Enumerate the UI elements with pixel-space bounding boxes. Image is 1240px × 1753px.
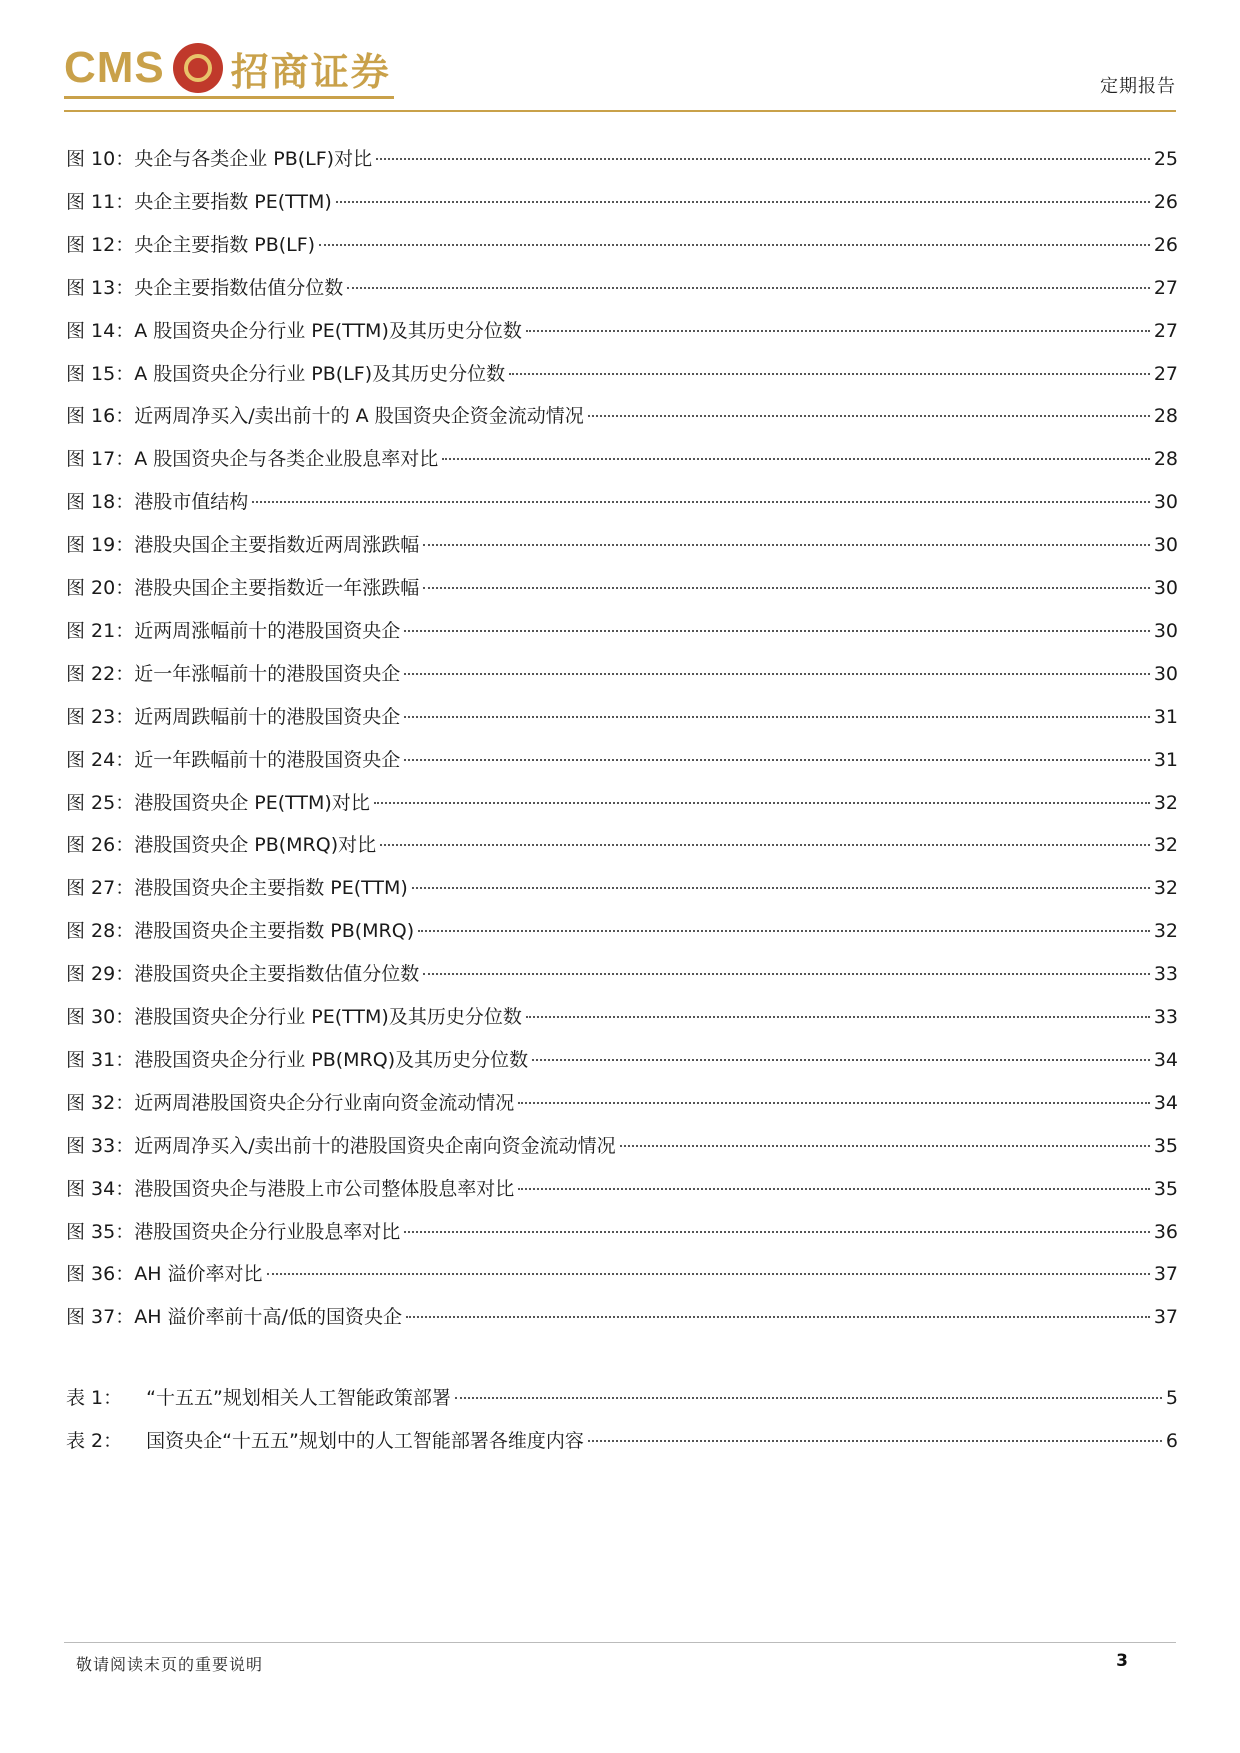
toc-figure-entry[interactable] bbox=[66, 316, 1178, 346]
toc-entry-title: 央企主要指数 PE(TTM) bbox=[134, 191, 332, 213]
toc-figure-entry[interactable] bbox=[66, 359, 1178, 389]
toc-entry-page: 30 bbox=[1153, 663, 1178, 685]
toc-entry-id: 图 31： bbox=[66, 1049, 135, 1071]
toc-entry-label bbox=[66, 1174, 514, 1201]
toc-entry-page: 31 bbox=[1153, 706, 1178, 728]
toc-entry-page: 32 bbox=[1153, 792, 1178, 814]
toc-entry-label bbox=[66, 830, 376, 857]
toc-entry-title: A 股国资央企与各类企业股息率对比 bbox=[134, 448, 439, 470]
toc-entry-label bbox=[66, 1302, 402, 1329]
toc-entry-page: 27 bbox=[1153, 363, 1178, 385]
toc-entry-id: 图 14： bbox=[66, 320, 135, 342]
report-type: 定期报告 bbox=[1100, 76, 1176, 97]
toc-entry-title: 港股国资央企主要指数 PE(TTM) bbox=[134, 877, 408, 899]
toc-entry-title: 港股国资央企主要指数 PB(MRQ) bbox=[134, 920, 415, 942]
footer-disclaimer-note: 敬请阅读末页的重要说明 bbox=[76, 1655, 264, 1674]
toc-entry-id: 表 1： bbox=[66, 1387, 123, 1409]
toc-dot-leader bbox=[532, 1059, 1150, 1061]
toc-dot-leader bbox=[374, 802, 1150, 804]
toc-entry-page: 27 bbox=[1153, 320, 1178, 342]
toc-entry-title: 港股央国企主要指数近两周涨跌幅 bbox=[134, 534, 420, 556]
toc-entry-label bbox=[66, 487, 248, 514]
toc-dot-leader bbox=[267, 1273, 1150, 1275]
cms-logo bbox=[64, 40, 391, 96]
toc-figure-entry[interactable] bbox=[66, 1088, 1178, 1118]
toc-dot-leader bbox=[412, 887, 1150, 889]
toc-figure-entry[interactable] bbox=[66, 873, 1178, 903]
toc-entry-id: 图 30： bbox=[66, 1006, 135, 1028]
toc-entry-id: 图 35： bbox=[66, 1221, 135, 1243]
toc-entry-title: A 股国资央企分行业 PE(TTM)及其历史分位数 bbox=[134, 320, 522, 342]
toc-dot-leader bbox=[380, 844, 1150, 846]
toc-entry-id: 图 11： bbox=[66, 191, 135, 213]
toc-entry-title: 港股市值结构 bbox=[134, 491, 249, 513]
toc-dot-leader bbox=[588, 415, 1150, 417]
toc-figure-entry[interactable] bbox=[66, 830, 1178, 860]
toc-entry-page: 37 bbox=[1153, 1306, 1178, 1328]
toc-entry-label bbox=[66, 873, 408, 900]
toc-entry-page: 36 bbox=[1153, 1221, 1178, 1243]
toc-entry-id: 图 29： bbox=[66, 963, 135, 985]
toc-entry-page: 28 bbox=[1153, 405, 1178, 427]
toc-entry-id: 图 13： bbox=[66, 277, 135, 299]
toc-entry-id: 图 19： bbox=[66, 534, 135, 556]
toc-entry-id: 图 36： bbox=[66, 1263, 135, 1285]
toc-dot-leader bbox=[404, 1231, 1150, 1233]
toc-figure-entry[interactable] bbox=[66, 444, 1178, 474]
toc-entry-label bbox=[66, 359, 505, 386]
toc-entry-page: 5 bbox=[1165, 1387, 1178, 1409]
toc-entry-label bbox=[66, 573, 419, 600]
toc-entry-label bbox=[66, 1088, 514, 1115]
toc-entry-page: 34 bbox=[1153, 1049, 1178, 1071]
header-divider bbox=[64, 110, 1176, 112]
toc-dot-leader bbox=[376, 158, 1150, 160]
toc-entry-page: 32 bbox=[1153, 834, 1178, 856]
toc-entry-page: 26 bbox=[1153, 234, 1178, 256]
toc-figure-entry[interactable] bbox=[66, 144, 1178, 174]
toc-dot-leader bbox=[404, 630, 1150, 632]
toc-entry-label bbox=[66, 1217, 400, 1244]
toc-dot-leader bbox=[404, 759, 1150, 761]
toc-entry-title: 央企主要指数估值分位数 bbox=[134, 277, 344, 299]
toc-entry-title: AH 溢价率前十高/低的国资央企 bbox=[134, 1306, 402, 1328]
toc-figure-entry[interactable] bbox=[66, 187, 1178, 217]
toc-dot-leader bbox=[423, 587, 1150, 589]
toc-entry-id: 图 32： bbox=[66, 1092, 135, 1114]
toc-entry-label bbox=[66, 616, 400, 643]
toc-entry-title: “十五五”规划相关人工智能政策部署 bbox=[146, 1387, 451, 1409]
toc-entry-label bbox=[66, 745, 400, 772]
toc-figure-entry[interactable] bbox=[66, 1302, 1178, 1332]
toc-entry-label bbox=[66, 916, 414, 943]
toc-entry-title: 近一年跌幅前十的港股国资央企 bbox=[134, 749, 401, 771]
toc-dot-leader bbox=[423, 544, 1150, 546]
toc-figure-entry[interactable] bbox=[66, 916, 1178, 946]
toc-dot-leader bbox=[455, 1397, 1162, 1399]
toc-dot-leader bbox=[252, 501, 1150, 503]
toc-dot-leader bbox=[588, 1440, 1162, 1442]
toc-entry-id: 图 10： bbox=[66, 148, 135, 170]
toc-dot-leader bbox=[404, 673, 1150, 675]
toc-entry-id: 图 37： bbox=[66, 1306, 135, 1328]
toc-entry-id: 图 33： bbox=[66, 1135, 135, 1157]
toc-entry-id: 图 15： bbox=[66, 363, 135, 385]
toc-entry-page: 30 bbox=[1153, 534, 1178, 556]
toc-entry-title: 港股国资央企 PE(TTM)对比 bbox=[134, 792, 370, 814]
toc-entry-label bbox=[66, 1426, 584, 1453]
toc-entry-title: 港股国资央企分行业股息率对比 bbox=[134, 1221, 401, 1243]
toc-entry-label bbox=[66, 1259, 263, 1286]
toc-entry-title: 近两周涨幅前十的港股国资央企 bbox=[134, 620, 401, 642]
toc-entry-page: 32 bbox=[1153, 920, 1178, 942]
toc-entry-label bbox=[66, 444, 438, 471]
toc-entry-page: 30 bbox=[1153, 577, 1178, 599]
toc-entry-id: 图 34： bbox=[66, 1178, 135, 1200]
toc-entry-label bbox=[66, 530, 419, 557]
toc-figure-entry[interactable] bbox=[66, 1131, 1178, 1161]
toc-entry-title: 近两周跌幅前十的港股国资央企 bbox=[134, 706, 401, 728]
toc-dot-leader bbox=[526, 330, 1150, 332]
toc-entry-title: 央企与各类企业 PB(LF)对比 bbox=[134, 148, 373, 170]
toc-dot-leader bbox=[509, 373, 1150, 375]
toc-dot-leader bbox=[526, 1016, 1150, 1018]
toc-figure-entry[interactable] bbox=[66, 788, 1178, 818]
toc-entry-title: 港股国资央企主要指数估值分位数 bbox=[134, 963, 420, 985]
toc-figure-entry[interactable] bbox=[66, 1045, 1178, 1075]
toc-entry-id: 图 21： bbox=[66, 620, 135, 642]
toc-entry-label bbox=[66, 1002, 522, 1029]
toc-figure-entry[interactable] bbox=[66, 616, 1178, 646]
toc-entry-id: 图 20： bbox=[66, 577, 135, 599]
toc-entry-label bbox=[66, 1045, 528, 1072]
toc-entry-title: 央企主要指数 PB(LF) bbox=[134, 234, 316, 256]
toc-dot-leader bbox=[347, 287, 1150, 289]
toc-entry-label bbox=[66, 1131, 616, 1158]
toc-figure-entry[interactable] bbox=[66, 1259, 1178, 1289]
toc-dot-leader bbox=[518, 1188, 1150, 1190]
toc-dot-leader bbox=[518, 1102, 1150, 1104]
toc-entry-page: 26 bbox=[1153, 191, 1178, 213]
toc-entry-id: 图 12： bbox=[66, 234, 135, 256]
toc-entry-title: 港股国资央企分行业 PE(TTM)及其历史分位数 bbox=[134, 1006, 522, 1028]
toc-entry-id: 表 2： bbox=[66, 1430, 123, 1452]
toc-entry-title: 港股国资央企与港股上市公司整体股息率对比 bbox=[134, 1178, 515, 1200]
toc-dot-leader bbox=[418, 930, 1150, 932]
toc-dot-leader bbox=[404, 716, 1150, 718]
toc-entry-title: AH 溢价率对比 bbox=[134, 1263, 263, 1285]
toc-entry-id: 图 24： bbox=[66, 749, 135, 771]
toc-entry-id: 图 28： bbox=[66, 920, 135, 942]
toc-entry-id: 图 23： bbox=[66, 706, 135, 728]
toc-entry-page: 30 bbox=[1153, 620, 1178, 642]
toc-entry-label bbox=[66, 230, 315, 257]
toc-figure-entry[interactable] bbox=[66, 702, 1178, 732]
toc-figure-entry[interactable] bbox=[66, 1174, 1178, 1204]
toc-entry-label bbox=[66, 702, 400, 729]
toc-figure-entry[interactable] bbox=[66, 530, 1178, 560]
toc-entry-title: 港股国资央企分行业 PB(MRQ)及其历史分位数 bbox=[134, 1049, 529, 1071]
toc-entry-title: 港股央国企主要指数近一年涨跌幅 bbox=[134, 577, 420, 599]
toc-dot-leader bbox=[406, 1316, 1150, 1318]
toc-dot-leader bbox=[620, 1145, 1150, 1147]
toc-entry-id: 图 22： bbox=[66, 663, 135, 685]
page-header bbox=[64, 40, 1176, 110]
toc-entry-page: 30 bbox=[1153, 491, 1178, 513]
toc-dot-leader bbox=[442, 458, 1150, 460]
toc-entry-title: 近一年涨幅前十的港股国资央企 bbox=[134, 663, 401, 685]
toc-entry-page: 25 bbox=[1153, 148, 1178, 170]
toc-entry-label bbox=[66, 659, 400, 686]
page-number: 3 bbox=[1116, 1651, 1128, 1671]
toc-entry-page: 27 bbox=[1153, 277, 1178, 299]
toc-dot-leader bbox=[336, 201, 1150, 203]
toc-entry-label bbox=[66, 273, 343, 300]
toc-figure-entry[interactable] bbox=[66, 273, 1178, 303]
toc-entry-page: 31 bbox=[1153, 749, 1178, 771]
toc-entry-id: 图 25： bbox=[66, 792, 135, 814]
toc-entry-label bbox=[66, 401, 584, 428]
toc-entry-title: 近两周净买入/卖出前十的港股国资央企南向资金流动情况 bbox=[134, 1135, 616, 1157]
toc-entry-label bbox=[66, 187, 332, 214]
logo-emblem-icon bbox=[173, 43, 223, 93]
toc-entry-id: 图 27： bbox=[66, 877, 135, 899]
toc-figure-entry[interactable] bbox=[66, 959, 1178, 989]
footer-divider bbox=[64, 1642, 1176, 1643]
toc-entry-label bbox=[66, 788, 370, 815]
toc-entry-title: 港股国资央企 PB(MRQ)对比 bbox=[134, 834, 377, 856]
toc-dot-leader bbox=[319, 244, 1150, 246]
logo-cms-text: CMS bbox=[64, 43, 165, 92]
toc-entry-page: 35 bbox=[1153, 1178, 1178, 1200]
toc-figure-entry[interactable] bbox=[66, 487, 1178, 517]
toc-entry-title: 近两周港股国资央企分行业南向资金流动情况 bbox=[134, 1092, 515, 1114]
toc-figure-entry[interactable] bbox=[66, 1217, 1178, 1247]
toc-entry-label bbox=[66, 1383, 451, 1410]
toc-entry-title: A 股国资央企分行业 PB(LF)及其历史分位数 bbox=[134, 363, 506, 385]
toc-entry-title: 近两周净买入/卖出前十的 A 股国资央企资金流动情况 bbox=[134, 405, 584, 427]
toc-entry-id: 图 18： bbox=[66, 491, 135, 513]
toc-entry-label bbox=[66, 959, 419, 986]
toc-entry-page: 35 bbox=[1153, 1135, 1178, 1157]
toc-table-entry[interactable] bbox=[66, 1383, 1178, 1413]
toc-entry-page: 28 bbox=[1153, 448, 1178, 470]
toc-entry-id: 图 26： bbox=[66, 834, 135, 856]
toc-dot-leader bbox=[423, 973, 1150, 975]
logo-chinese-name: 招商证券 bbox=[230, 48, 391, 94]
toc-entry-page: 37 bbox=[1153, 1263, 1178, 1285]
toc-entry-page: 6 bbox=[1165, 1430, 1178, 1452]
toc-table-entry[interactable] bbox=[66, 1426, 1178, 1456]
toc-entry-page: 33 bbox=[1153, 1006, 1178, 1028]
toc-figure-entry[interactable] bbox=[66, 573, 1178, 603]
toc-entry-page: 33 bbox=[1153, 963, 1178, 985]
logo-underline bbox=[64, 96, 394, 99]
toc-entry-label bbox=[66, 144, 372, 171]
toc-figure-entry[interactable] bbox=[66, 745, 1178, 775]
toc-figure-entry[interactable] bbox=[66, 230, 1178, 260]
toc-entry-page: 32 bbox=[1153, 877, 1178, 899]
toc-figure-entry[interactable] bbox=[66, 659, 1178, 689]
toc-entry-label bbox=[66, 316, 522, 343]
toc-figure-entry[interactable] bbox=[66, 1002, 1178, 1032]
toc-entry-id: 图 16： bbox=[66, 405, 135, 427]
toc-entry-page: 34 bbox=[1153, 1092, 1178, 1114]
toc-entry-title: 国资央企“十五五”规划中的人工智能部署各维度内容 bbox=[146, 1430, 584, 1452]
toc-entry-id: 图 17： bbox=[66, 448, 135, 470]
toc-figure-entry[interactable] bbox=[66, 401, 1178, 431]
